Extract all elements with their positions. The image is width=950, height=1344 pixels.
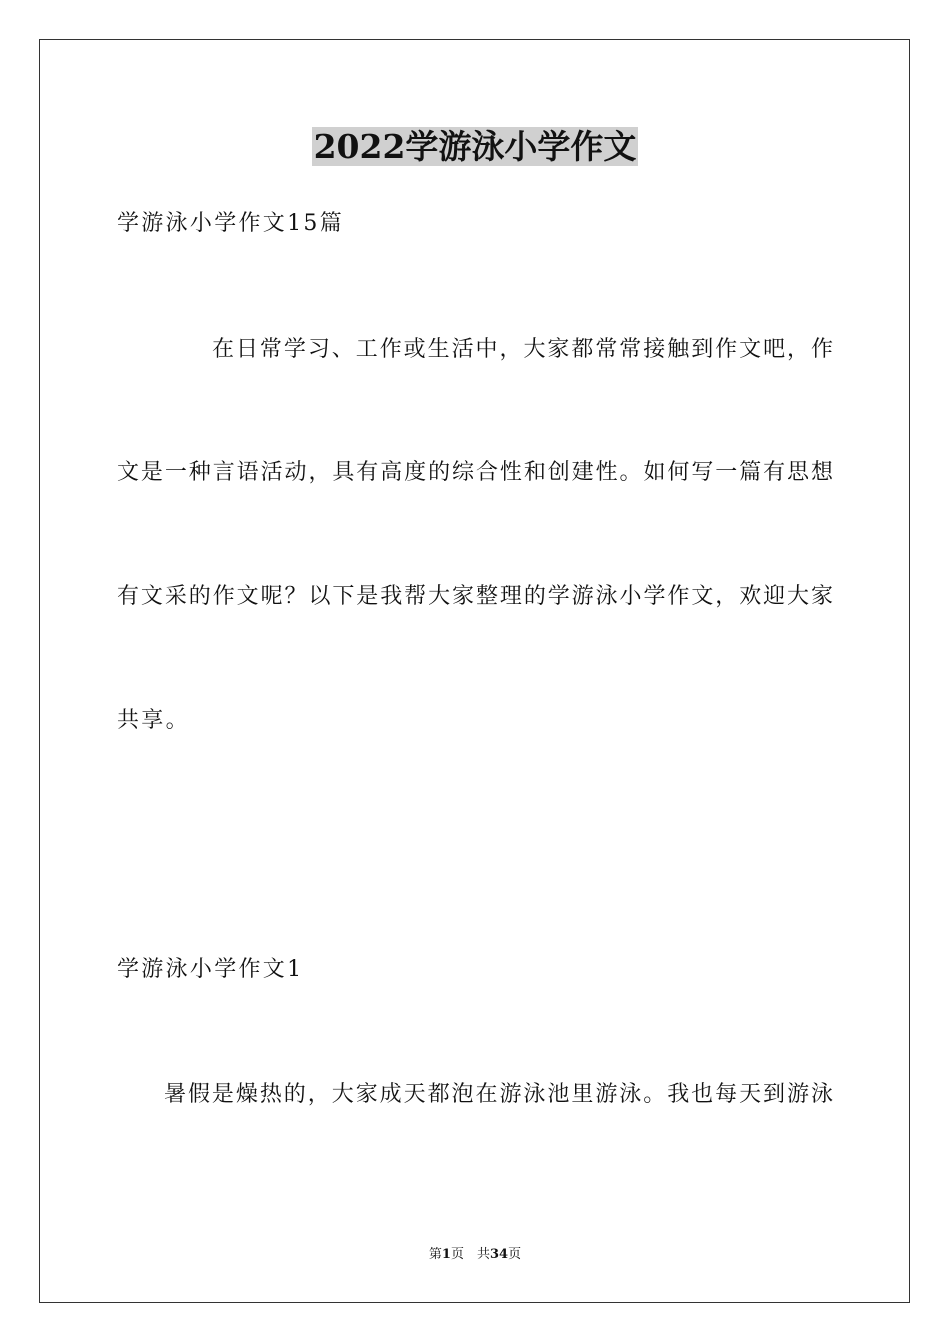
document-title (0, 124, 950, 170)
page-footer (0, 1246, 950, 1264)
document-subtitle: 学游泳小学作文15篇 (117, 211, 344, 236)
section-heading: 学游泳小学作文1 (117, 957, 304, 982)
footer-total-pages: 34 (489, 1247, 509, 1262)
footer-page-prefix: 第 (428, 1247, 442, 1262)
intro-line-3: 有文采的作文呢？以下是我帮大家整理的学游泳小学作文，欢迎大家 (117, 584, 833, 609)
section-line-1: 暑假是燥热的，大家成天都泡在游泳池里游泳。我也每天到游泳 (164, 1082, 833, 1107)
footer-page-mid: 页 共 (450, 1247, 490, 1262)
intro-line-2: 文是一种言语活动，具有高度的综合性和创建性。如何写一篇有思想 (117, 460, 833, 485)
intro-line-1: 在日常学习、工作或生活中，大家都常常接触到作文吧，作 (212, 337, 833, 362)
footer-page-suffix: 页 (508, 1247, 522, 1262)
footer-page-number: 1 (441, 1247, 451, 1262)
document-title-text: 2022学游泳小学作文 (313, 127, 637, 166)
intro-line-4: 共享。 (117, 708, 190, 733)
